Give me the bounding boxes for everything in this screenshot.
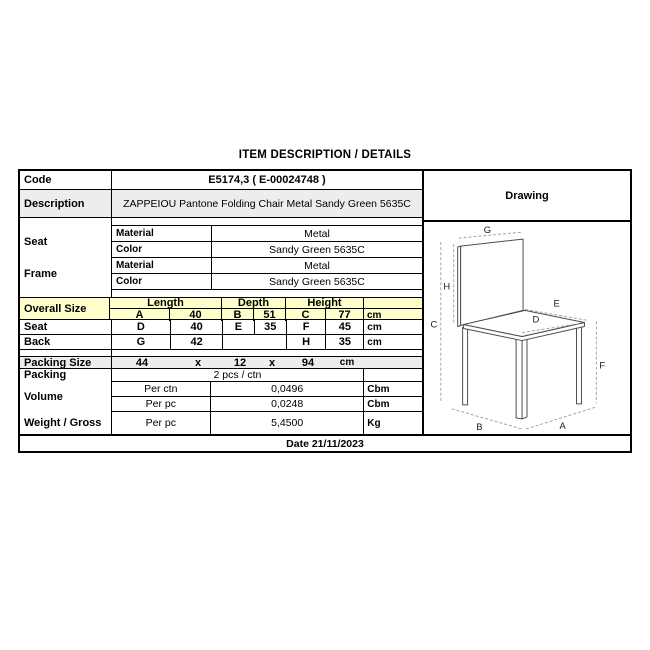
spacer-cell <box>112 290 422 297</box>
packing-value: 2 pcs / ctn <box>112 369 365 381</box>
header-depth: Depth <box>222 298 286 308</box>
packing-size-x1: x <box>194 357 202 368</box>
size-seat-unit: cm <box>367 321 382 333</box>
dim-label-h: H <box>443 281 451 293</box>
frame-material-label: Material <box>112 258 212 273</box>
packing-unit-empty <box>364 369 422 381</box>
volume-pc-value: 0,0248 <box>211 397 364 411</box>
spacer-cell <box>20 290 112 297</box>
drawing-body <box>424 222 630 434</box>
frame-label-span: Frame <box>20 257 112 290</box>
row-size-back <box>20 335 422 350</box>
volume-ctn-value: 0,0496 <box>211 382 364 396</box>
overall-depth-value: 51 <box>254 309 286 321</box>
drawing-title: Drawing <box>424 171 630 222</box>
size-seat-length-key: D <box>112 320 172 334</box>
overall-size-grid <box>110 298 422 319</box>
chair-leg-right <box>577 326 582 403</box>
spacer-row <box>20 290 422 298</box>
row-packing-size <box>20 357 422 369</box>
header-length: Length <box>110 298 222 308</box>
dim-label-c: C <box>430 319 438 331</box>
seat-color-label: Color <box>112 242 212 257</box>
size-back-unit: cm <box>367 336 382 348</box>
overall-depth-key: B <box>222 309 254 321</box>
page-title: ITEM DESCRIPTION / DETAILS <box>238 149 412 161</box>
overall-height-key: C <box>286 309 326 321</box>
packing-size-v2: 12 <box>233 357 247 368</box>
chair-leg-left <box>463 327 468 404</box>
row-volume-pc <box>20 390 422 412</box>
spacer-cell <box>112 218 422 225</box>
drawing-pane <box>424 171 630 434</box>
dim-label-e: E <box>553 298 560 310</box>
spec-table <box>20 171 424 434</box>
code-value: E5174,3 ( E-00024748 ) <box>208 174 326 186</box>
seat-material-label: Material <box>112 226 212 241</box>
row-frame-color <box>20 267 422 290</box>
volume-pc-unit: Cbm <box>367 398 390 410</box>
packing-size-unit: cm <box>339 357 355 368</box>
spec-sheet <box>18 169 632 453</box>
overall-length-key: A <box>110 309 170 321</box>
packing-size-v3: 94 <box>301 357 315 368</box>
spacer-cell <box>20 218 112 225</box>
size-back-length-key: G <box>112 335 172 349</box>
description-value: ZAPPEIOU Pantone Folding Chair Metal Sandy Green 5635C <box>123 197 411 210</box>
dim-label-g: G <box>483 224 492 237</box>
frame-color-value: Sandy Green 5635C <box>269 275 365 288</box>
row-seat-color <box>20 235 422 258</box>
code-label: Code <box>20 171 112 189</box>
packing-label: Packing <box>20 369 112 381</box>
weight-label: Weight / Gross <box>20 412 112 434</box>
spacer-row <box>20 350 422 357</box>
spacer-cell <box>112 350 422 356</box>
overall-size-label: Overall Size <box>20 298 110 319</box>
size-seat-length-value: 40 <box>171 320 223 334</box>
weight-value: 5,4500 <box>211 412 364 434</box>
row-overall-size <box>20 298 422 320</box>
spacer-cell <box>20 350 112 356</box>
overall-length-value: 40 <box>170 309 222 321</box>
seat-material-value: Metal <box>304 227 330 240</box>
size-seat-depth-value: 35 <box>255 320 287 334</box>
row-code <box>20 171 422 190</box>
seat-label-span: Seat <box>20 225 112 258</box>
seat-color-value: Sandy Green 5635C <box>269 243 365 256</box>
size-header-row <box>110 298 422 309</box>
size-back-length-value: 42 <box>171 335 223 349</box>
row-size-seat <box>20 320 422 335</box>
volume-ctn-unit: Cbm <box>367 383 390 395</box>
size-seat-depth-key: E <box>223 320 255 334</box>
size-seat-height-key: F <box>287 320 327 334</box>
sheet-body <box>20 171 630 434</box>
volume-label-span: Volume <box>20 381 112 412</box>
weight-unit: Kg <box>367 417 381 429</box>
date-row <box>20 434 630 451</box>
row-description <box>20 190 422 218</box>
date-text: Date 21/11/2023 <box>286 437 364 450</box>
size-back-height-value: 35 <box>326 335 364 349</box>
weight-per: Per pc <box>112 412 212 434</box>
packing-size-label: Packing Size <box>20 357 112 368</box>
packing-size-v1: 44 <box>135 357 149 368</box>
volume-pc-per: Per pc <box>112 397 212 411</box>
overall-height-value: 77 <box>326 309 364 321</box>
chair-drawing <box>424 222 630 434</box>
description-label: Description <box>20 190 112 217</box>
packing-size-x2: x <box>268 357 276 368</box>
header-height: Height <box>286 298 364 308</box>
dim-line-b <box>452 409 522 429</box>
size-back-height-key: H <box>287 335 327 349</box>
dim-label-a: A <box>559 420 566 432</box>
dim-label-f: F <box>599 360 606 372</box>
overall-unit: cm <box>367 309 382 321</box>
volume-ctn-per: Per ctn <box>112 382 212 396</box>
row-weight <box>20 412 422 434</box>
size-seat-height-value: 45 <box>326 320 364 334</box>
frame-material-value: Metal <box>304 259 330 272</box>
dim-label-d: D <box>532 314 540 326</box>
size-seat-label: Seat <box>20 320 112 334</box>
packing-size-values <box>112 357 422 368</box>
header-unit-empty <box>364 298 422 308</box>
dim-label-b: B <box>476 421 483 434</box>
frame-color-label: Color <box>112 274 212 289</box>
chair-leg-front <box>516 339 527 419</box>
size-back-empty <box>223 335 287 349</box>
size-back-label: Back <box>20 335 112 349</box>
